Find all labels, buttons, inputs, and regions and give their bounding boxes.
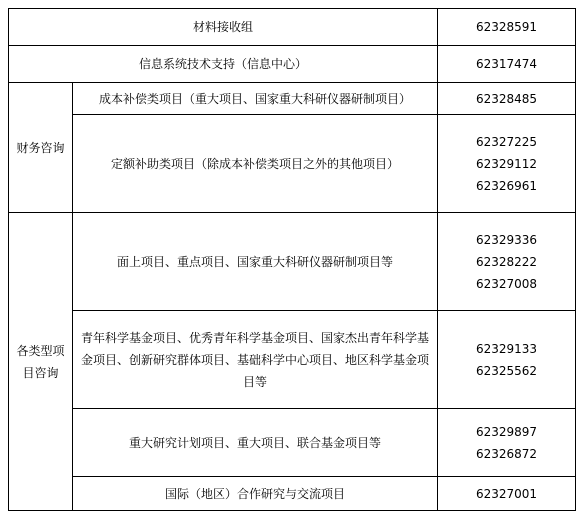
phone-list — [438, 311, 576, 409]
table-row — [9, 46, 576, 83]
phone-number: 62326872 — [475, 446, 538, 461]
category-cell: 各类型项目咨询 — [9, 213, 73, 511]
phone-number: 62329336 — [475, 232, 538, 247]
contact-table — [8, 8, 576, 511]
phone-list — [438, 115, 576, 213]
table-row — [9, 213, 576, 311]
table-row — [9, 409, 576, 477]
phone-list — [438, 213, 576, 311]
row-label: 国际（地区）合作研究与交流项目 — [73, 477, 438, 511]
row-label: 材料接收组 — [9, 9, 438, 46]
phone-number: 62325562 — [475, 363, 538, 378]
category-cell: 财务咨询 — [9, 83, 73, 213]
phone-list — [438, 409, 576, 477]
phone-number: 62328222 — [475, 254, 538, 269]
phone-number: 62328485 — [438, 83, 576, 115]
table-row — [9, 9, 576, 46]
phone-number: 62326961 — [475, 178, 538, 193]
phone-number: 62329897 — [475, 424, 538, 439]
table-row — [9, 83, 576, 115]
row-label: 青年科学基金项目、优秀青年科学基金项目、国家杰出青年科学基金项目、创新研究群体项目、基础科学中心项目、地区科学基金项目等 — [73, 311, 438, 409]
table-row — [9, 115, 576, 213]
table-row — [9, 477, 576, 511]
phone-number: 62328591 — [438, 9, 576, 46]
row-label: 成本补偿类项目（重大项目、国家重大科研仪器研制项目） — [73, 83, 438, 115]
row-label: 信息系统技术支持（信息中心） — [9, 46, 438, 83]
phone-number: 62327008 — [475, 276, 538, 291]
phone-number: 62329112 — [475, 156, 538, 171]
table-row — [9, 311, 576, 409]
phone-number: 62317474 — [438, 46, 576, 83]
phone-number: 62329133 — [475, 341, 538, 356]
row-label: 重大研究计划项目、重大项目、联合基金项目等 — [73, 409, 438, 477]
phone-number: 62327225 — [475, 134, 538, 149]
phone-number: 62327001 — [438, 477, 576, 511]
row-label: 面上项目、重点项目、国家重大科研仪器研制项目等 — [73, 213, 438, 311]
row-label: 定额补助类项目（除成本补偿类项目之外的其他项目） — [73, 115, 438, 213]
